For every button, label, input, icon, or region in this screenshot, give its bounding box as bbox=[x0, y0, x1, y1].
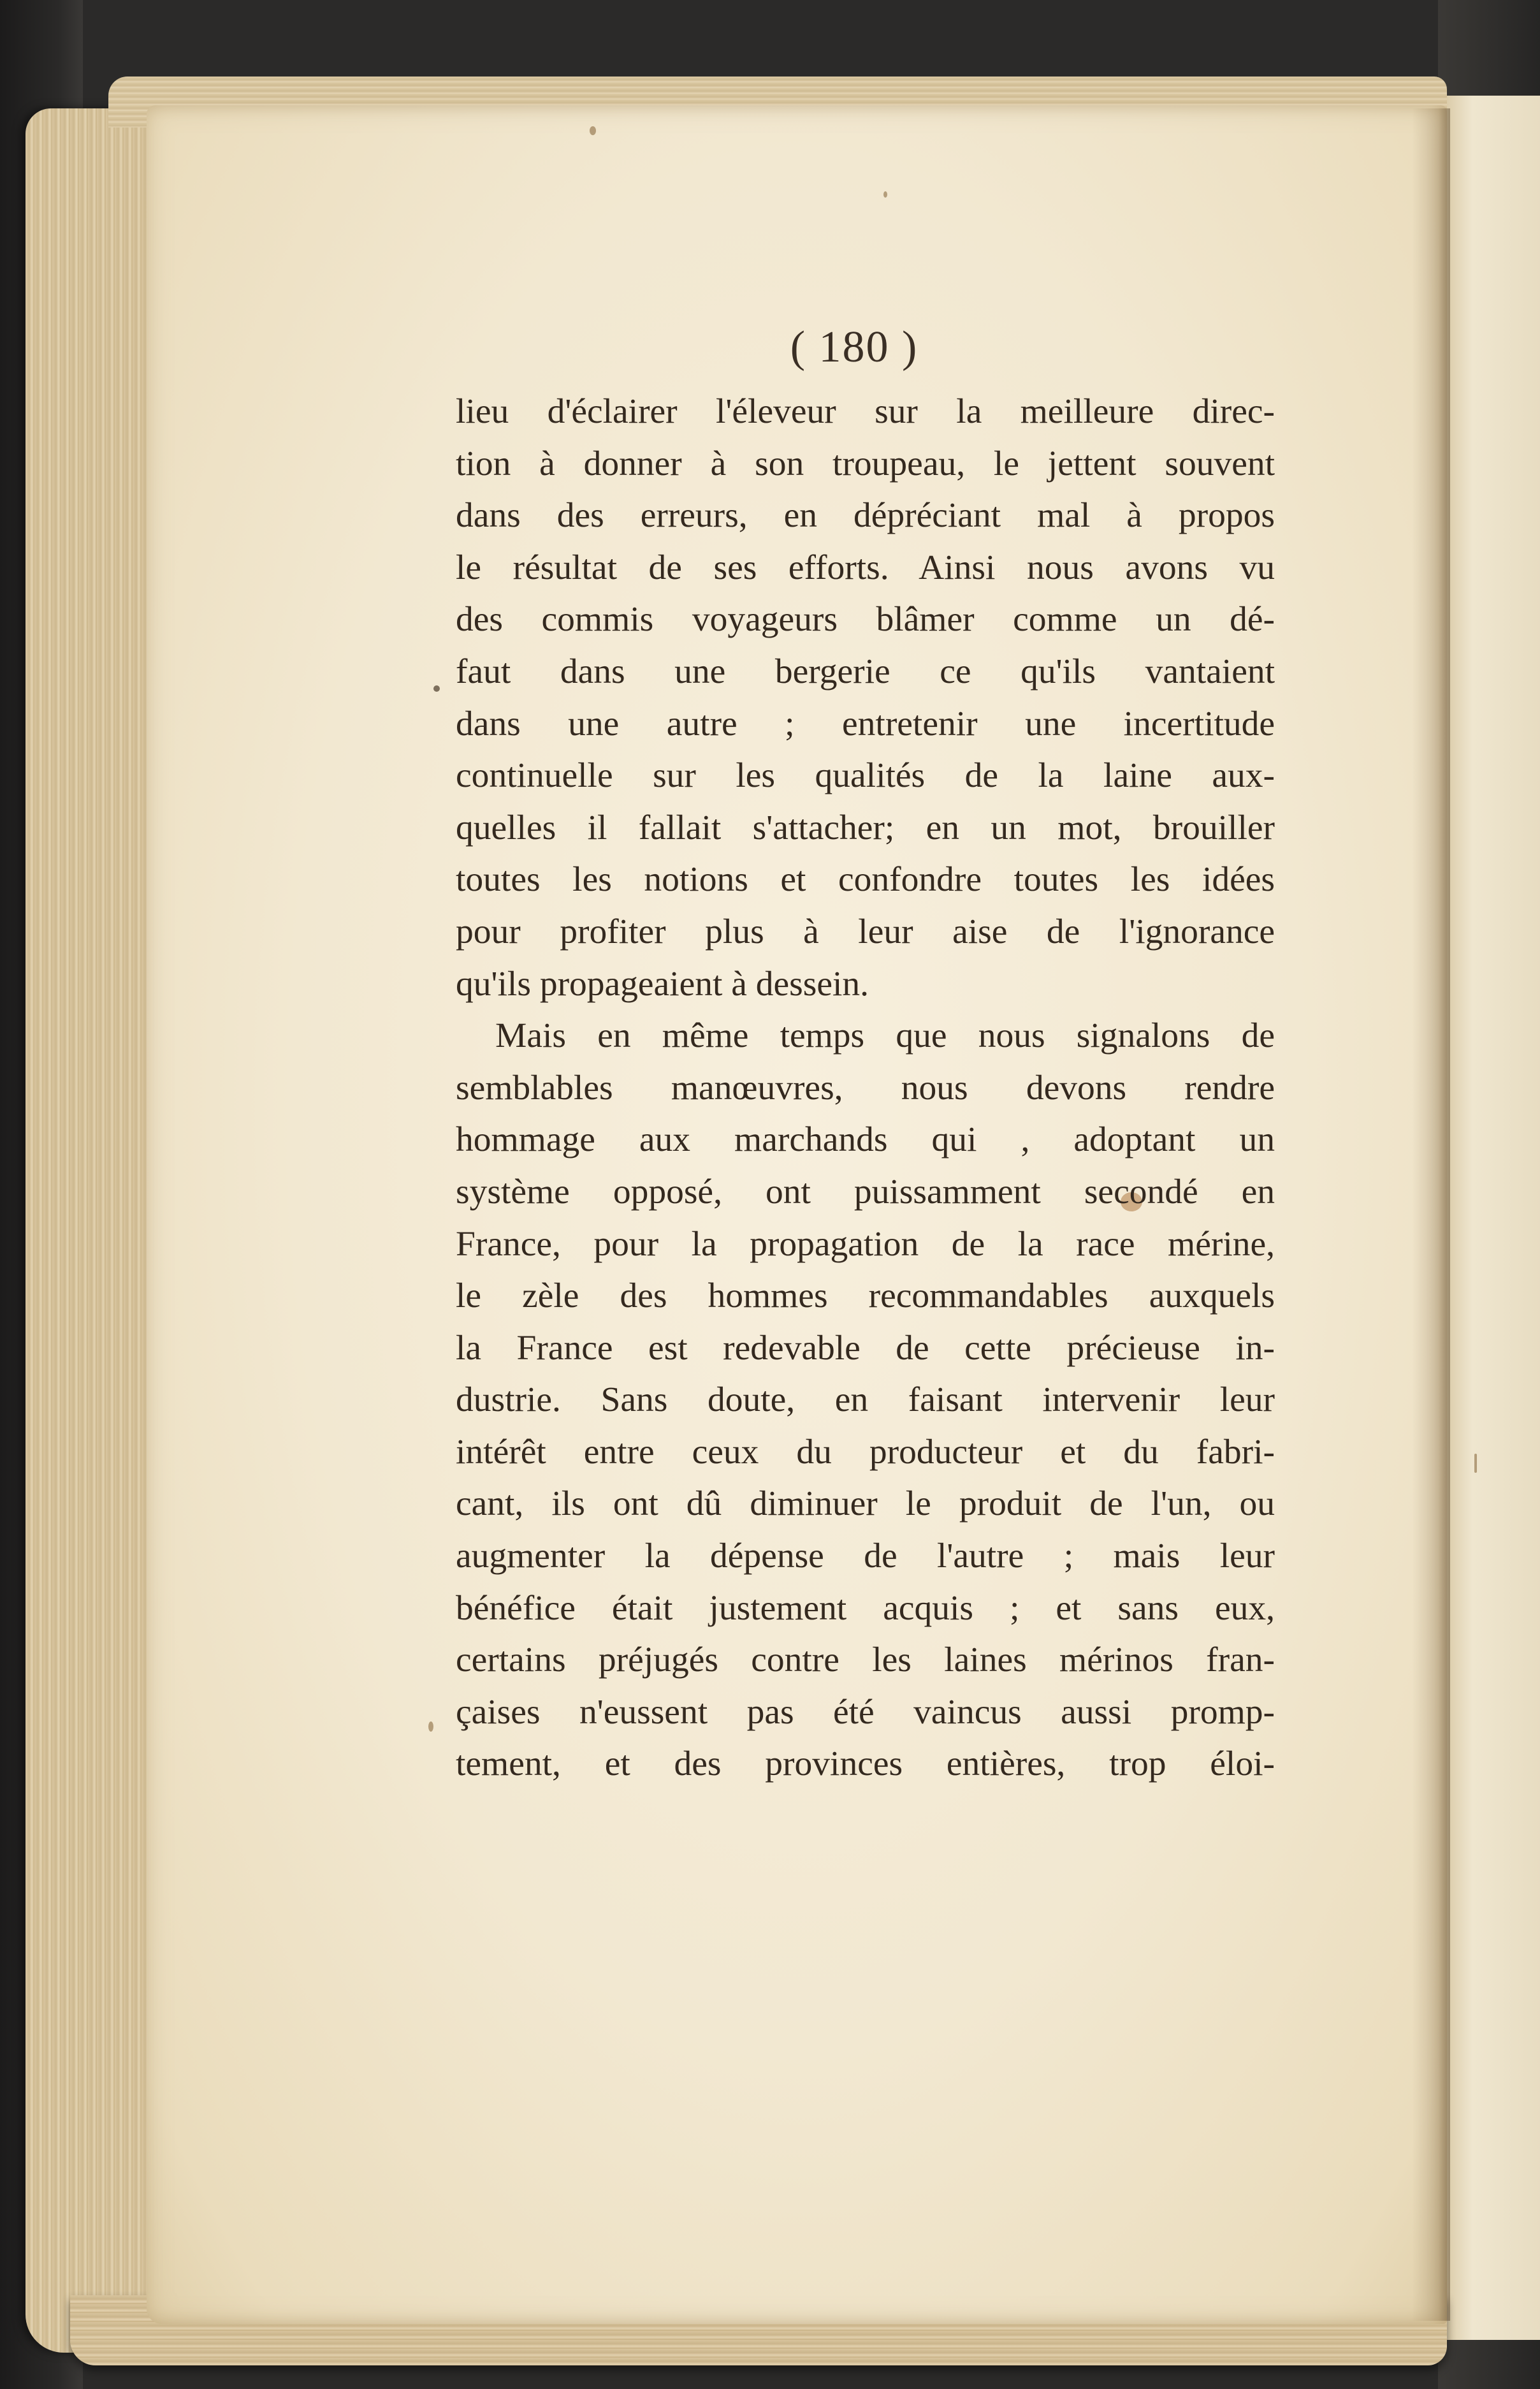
text-line: dans une autre ; entretenir une incertitude bbox=[456, 704, 1275, 743]
text-line: faut dans une bergerie ce qu'ils vantaient bbox=[456, 652, 1275, 691]
text-line: bénéfice était justement acquis ; et sans eux, bbox=[456, 1588, 1275, 1628]
text-line: intérêt entre ceux du producteur et du fabri- bbox=[456, 1432, 1275, 1472]
text-line: des commis voyageurs blâmer comme un dé- bbox=[456, 600, 1275, 639]
text-line: système opposé, ont puissamment secondé en bbox=[456, 1172, 1275, 1211]
text-line: toutes les notions et confondre toutes les idées bbox=[456, 860, 1275, 900]
page-number-header: ( 180 ) bbox=[790, 323, 919, 372]
text-line: pour profiter plus à leur aise de l'ignorance bbox=[456, 912, 1275, 951]
gutter-shadow bbox=[1412, 108, 1450, 2321]
text-line: continuelle sur les qualités de la laine aux- bbox=[456, 756, 1275, 796]
text-line: hommage aux marchands qui , adoptant un bbox=[456, 1120, 1275, 1160]
text-line: augmenter la dépense de l'autre ; mais leur bbox=[456, 1537, 1275, 1576]
text-line: France, pour la propagation de la race mérine, bbox=[456, 1224, 1275, 1264]
text-line: tion à donner à son troupeau, le jettent souvent bbox=[456, 444, 1275, 483]
text-line: le zèle des hommes recommandables auxquels bbox=[456, 1276, 1275, 1316]
text-line: dans des erreurs, en dépréciant mal à propos bbox=[456, 496, 1275, 536]
text-line: dustrie. Sans doute, en faisant intervenir leur bbox=[456, 1380, 1275, 1420]
paper-speck bbox=[883, 191, 887, 198]
paragraph-1 bbox=[456, 386, 1275, 1010]
text-line: cant, ils ont dû diminuer le produit de l'un, ou bbox=[456, 1484, 1275, 1524]
paper-speck bbox=[433, 685, 440, 692]
paper-speck bbox=[428, 1721, 433, 1732]
body-text bbox=[456, 386, 1275, 1790]
text-line: qu'ils propageaient à dessein. bbox=[456, 964, 869, 1004]
text-line: quelles il fallait s'attacher; en un mot, brouiller bbox=[456, 808, 1275, 847]
facing-page-edge bbox=[1441, 96, 1540, 2340]
text-line: Mais en même temps que nous signalons de bbox=[495, 1016, 1275, 1056]
text-line: le résultat de ses efforts. Ainsi nous avons vu bbox=[456, 548, 1275, 587]
paper-speck bbox=[590, 126, 596, 135]
text-line: certains préjugés contre les laines mérinos fran- bbox=[456, 1640, 1275, 1680]
page-stack-edge-left bbox=[25, 108, 153, 2353]
text-line: çaises n'eussent pas été vaincus aussi promp- bbox=[456, 1692, 1275, 1732]
text-line: tement, et des provinces entières, trop éloi- bbox=[456, 1744, 1275, 1784]
text-line: lieu d'éclairer l'éleveur sur la meilleure direc- bbox=[456, 392, 1275, 431]
paragraph-2 bbox=[456, 1010, 1275, 1790]
text-line: semblables manœuvres, nous devons rendre bbox=[456, 1068, 1275, 1107]
text-line: la France est redevable de cette précieuse in- bbox=[456, 1328, 1275, 1368]
paper-speck bbox=[1474, 1454, 1477, 1473]
